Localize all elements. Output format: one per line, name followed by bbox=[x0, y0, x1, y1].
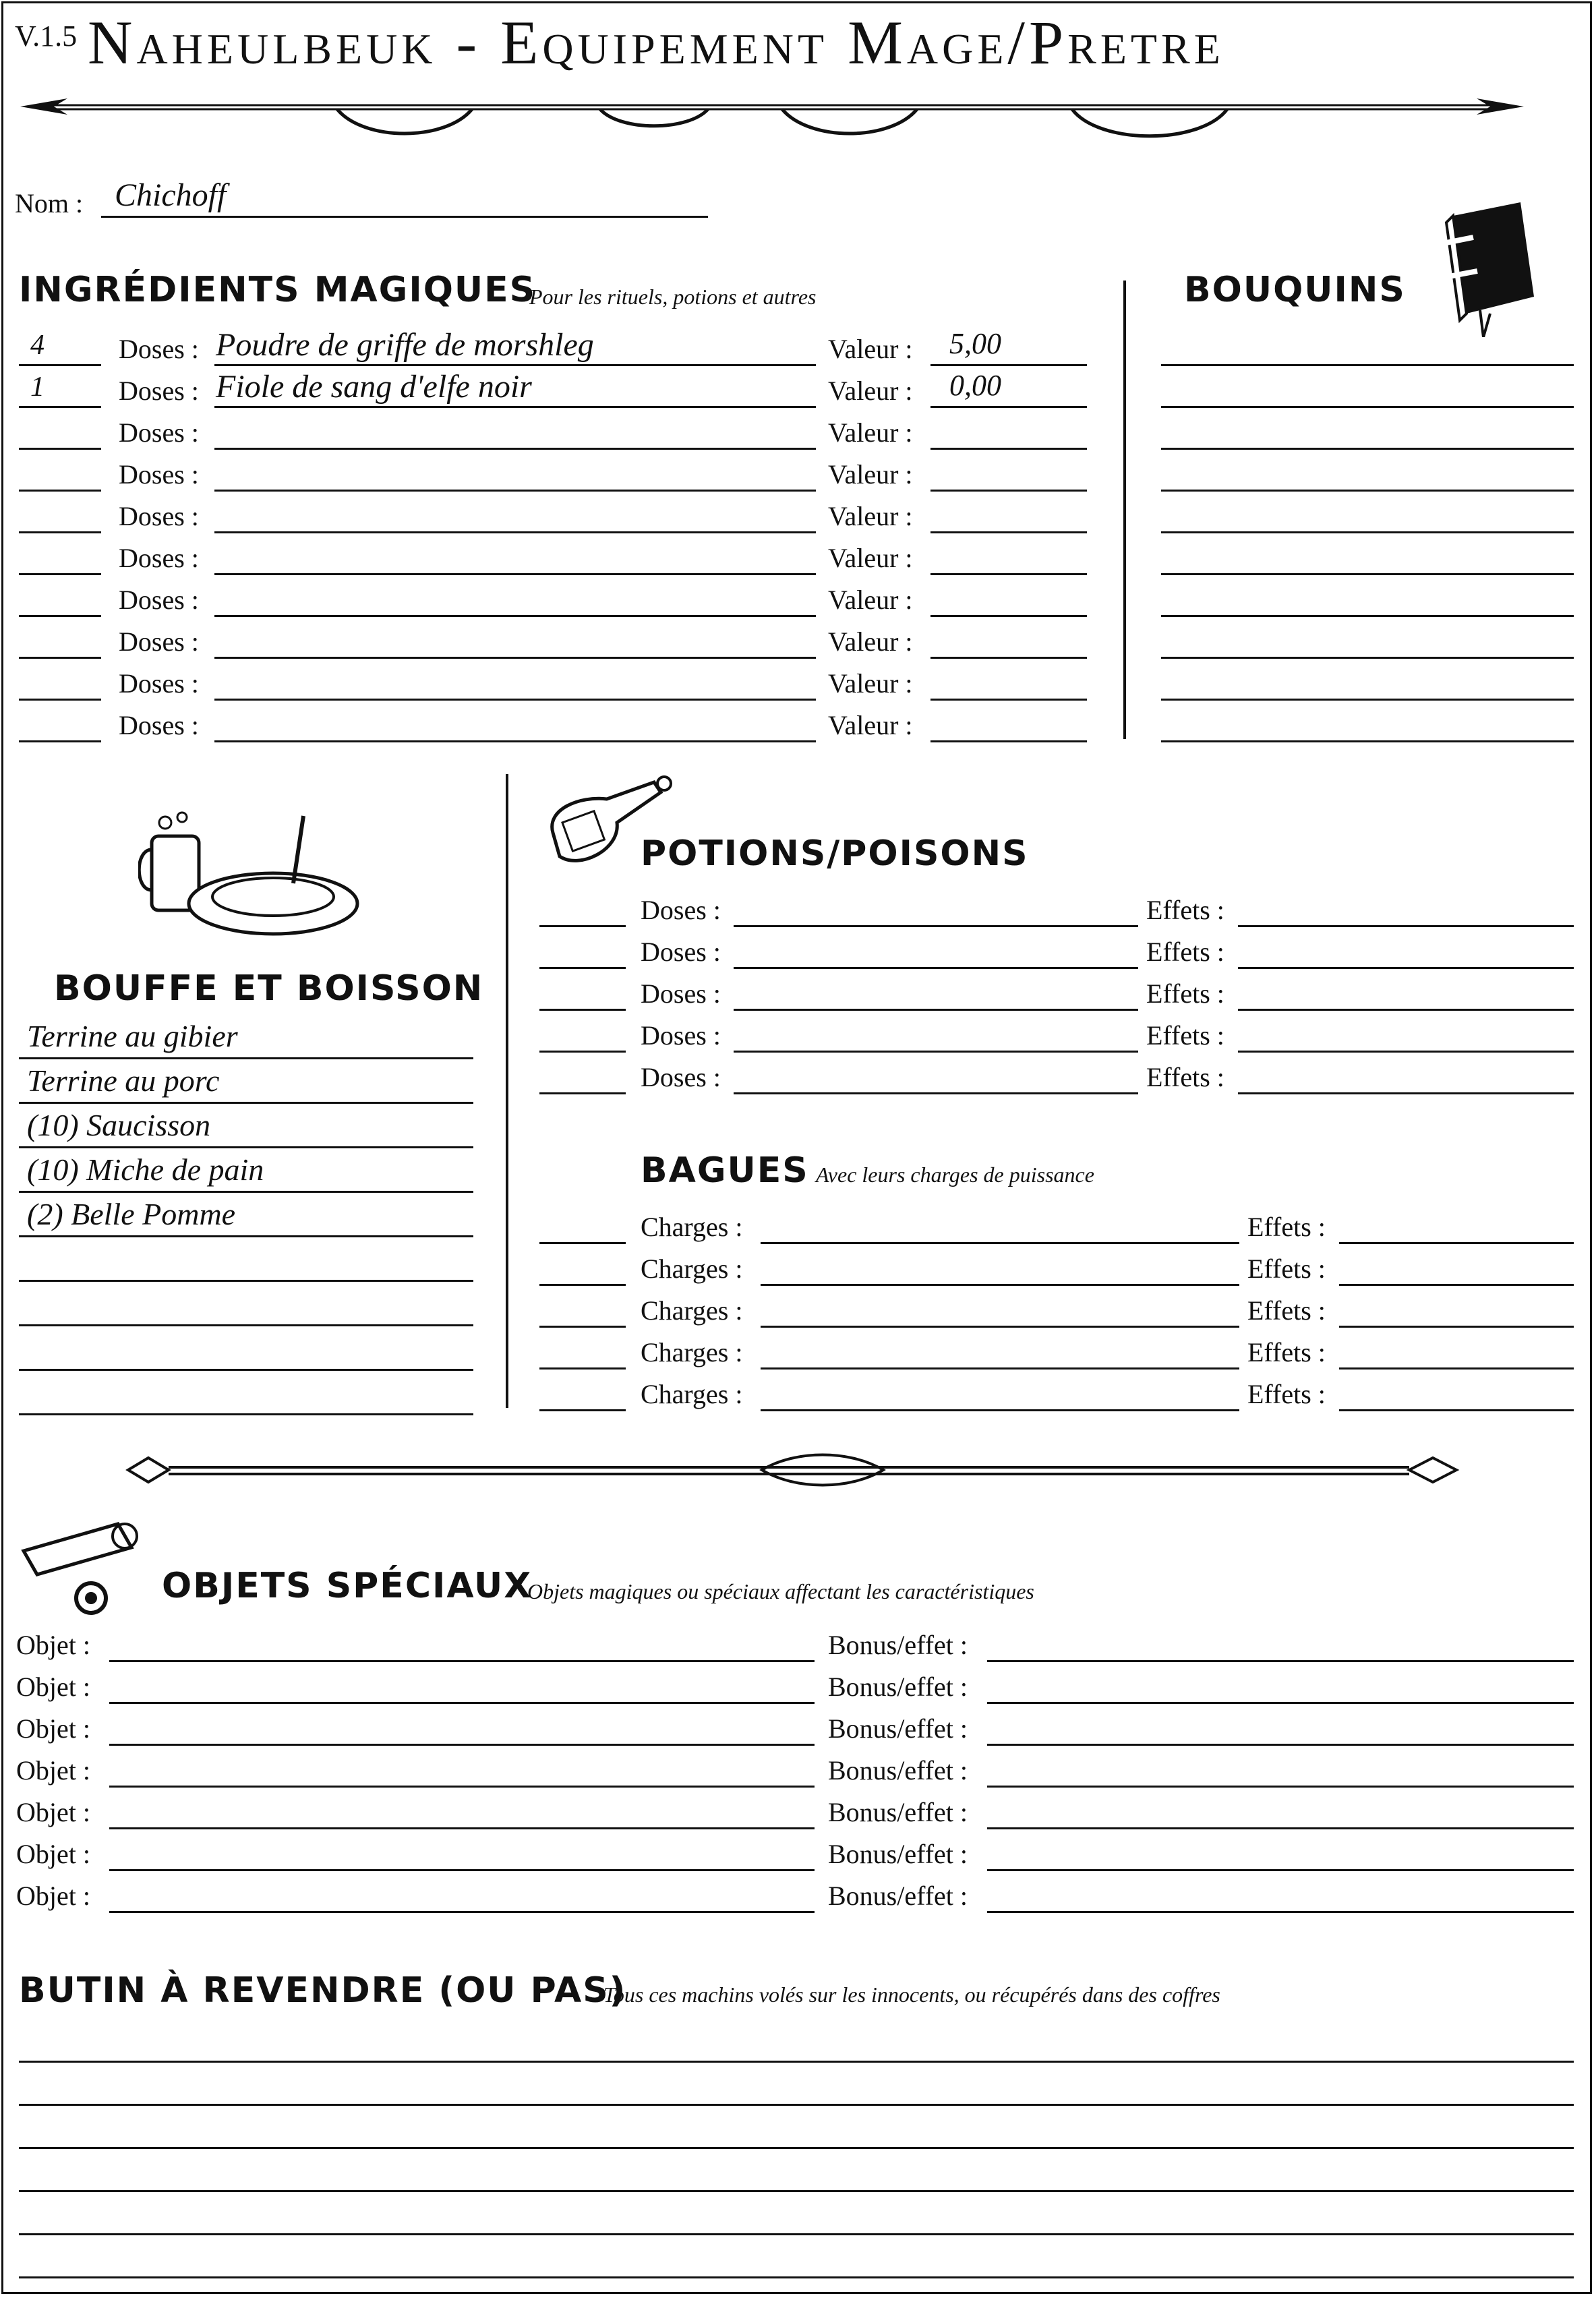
ingredient-value-field[interactable] bbox=[930, 490, 1087, 492]
ingredient-value-field[interactable] bbox=[930, 657, 1087, 659]
version-label: V.1.5 bbox=[15, 20, 78, 53]
scroll-and-ring-icon bbox=[17, 1510, 158, 1618]
bonus-field[interactable] bbox=[987, 1702, 1574, 1704]
bonus-label: Bonus/effet : bbox=[828, 1755, 968, 1786]
effects-label: Effets : bbox=[1247, 1295, 1326, 1326]
food-entry: (10) Saucisson bbox=[27, 1108, 211, 1142]
ingredient-value-field[interactable] bbox=[930, 573, 1087, 575]
value-label: Valeur : bbox=[828, 585, 913, 615]
ingredient-name-field[interactable] bbox=[214, 364, 816, 366]
ingredient-name-field[interactable] bbox=[214, 657, 816, 659]
ring-charges-field[interactable] bbox=[761, 1367, 1239, 1369]
ingredient-value: 0,00 bbox=[949, 369, 1001, 402]
ingredient-value-field[interactable] bbox=[930, 531, 1087, 533]
spellbook-icon bbox=[1433, 196, 1541, 337]
food-entry: (2) Belle Pomme bbox=[27, 1197, 236, 1231]
loot-line[interactable] bbox=[19, 2190, 1574, 2192]
loot-line[interactable] bbox=[19, 2061, 1574, 2063]
effects-label: Effets : bbox=[1247, 1254, 1326, 1284]
ring-charges-field[interactable] bbox=[761, 1242, 1239, 1244]
ingredient-name-field[interactable] bbox=[214, 573, 816, 575]
potion-effect-field[interactable] bbox=[1238, 925, 1574, 927]
ingredient-value-field[interactable] bbox=[930, 615, 1087, 617]
ingredient-name-field[interactable] bbox=[214, 531, 816, 533]
food-line[interactable] bbox=[19, 1102, 473, 1104]
charges-label: Charges : bbox=[641, 1295, 743, 1326]
dose-qty-field[interactable] bbox=[19, 490, 101, 492]
value-label: Valeur : bbox=[828, 459, 913, 490]
object-field[interactable] bbox=[109, 1702, 815, 1704]
bouquins-title: BOUQUINS bbox=[1184, 270, 1406, 310]
ingredient-value: 5,00 bbox=[949, 327, 1001, 360]
effects-label: Effets : bbox=[1146, 978, 1224, 1009]
food-entry: (10) Miche de pain bbox=[27, 1152, 264, 1187]
effects-label: Effets : bbox=[1146, 1062, 1224, 1092]
object-field[interactable] bbox=[109, 1744, 815, 1746]
potion-name-field[interactable] bbox=[734, 925, 1138, 927]
bonus-label: Bonus/effet : bbox=[828, 1797, 968, 1827]
ring-effect-field[interactable] bbox=[1339, 1409, 1574, 1411]
dose-qty-field[interactable] bbox=[19, 699, 101, 701]
name-value[interactable]: Chichoff bbox=[115, 177, 227, 213]
effects-label: Effets : bbox=[1247, 1379, 1326, 1409]
ring-qty-field[interactable] bbox=[539, 1326, 626, 1328]
spear-divider-icon bbox=[13, 81, 1531, 148]
dose-qty-field[interactable] bbox=[19, 448, 101, 450]
food-entry: Terrine au gibier bbox=[27, 1019, 238, 1053]
column-separator-lower bbox=[506, 774, 508, 1408]
book-line[interactable] bbox=[1161, 490, 1574, 492]
book-line[interactable] bbox=[1161, 699, 1574, 701]
charges-label: Charges : bbox=[641, 1337, 743, 1367]
value-label: Valeur : bbox=[828, 376, 913, 406]
food-line[interactable] bbox=[19, 1235, 473, 1237]
doses-label: Doses : bbox=[119, 501, 199, 531]
ring-effect-field[interactable] bbox=[1339, 1326, 1574, 1328]
bonus-field[interactable] bbox=[987, 1660, 1574, 1662]
object-field[interactable] bbox=[109, 1869, 815, 1871]
staff-divider-icon bbox=[121, 1443, 1463, 1497]
value-label: Valeur : bbox=[828, 417, 913, 448]
potion-name-field[interactable] bbox=[734, 1051, 1138, 1053]
loot-line[interactable] bbox=[19, 2147, 1574, 2149]
potion-name-field[interactable] bbox=[734, 1009, 1138, 1011]
value-label: Valeur : bbox=[828, 668, 913, 699]
object-field[interactable] bbox=[109, 1786, 815, 1788]
object-field[interactable] bbox=[109, 1911, 815, 1913]
ingredient-value-field[interactable] bbox=[930, 448, 1087, 450]
ring-qty-field[interactable] bbox=[539, 1409, 626, 1411]
value-label: Valeur : bbox=[828, 710, 913, 740]
object-label: Objet : bbox=[16, 1713, 90, 1744]
food-line[interactable] bbox=[19, 1146, 473, 1148]
ring-effect-field[interactable] bbox=[1339, 1367, 1574, 1369]
bonus-field[interactable] bbox=[987, 1744, 1574, 1746]
book-line[interactable] bbox=[1161, 615, 1574, 617]
bonus-field[interactable] bbox=[987, 1869, 1574, 1871]
doses-label: Doses : bbox=[119, 668, 199, 699]
charges-label: Charges : bbox=[641, 1254, 743, 1284]
bonus-field[interactable] bbox=[987, 1827, 1574, 1829]
ingredient-value-field[interactable] bbox=[930, 364, 1087, 366]
ingredient-name: Poudre de griffe de morshleg bbox=[216, 327, 594, 363]
ingredient-name-field[interactable] bbox=[214, 490, 816, 492]
food-line[interactable] bbox=[19, 1191, 473, 1193]
bonus-label: Bonus/effet : bbox=[828, 1839, 968, 1869]
dose-qty-field[interactable] bbox=[19, 615, 101, 617]
ingredient-value-field[interactable] bbox=[930, 406, 1087, 408]
ring-qty-field[interactable] bbox=[539, 1367, 626, 1369]
potion-effect-field[interactable] bbox=[1238, 1009, 1574, 1011]
object-label: Objet : bbox=[16, 1797, 90, 1827]
name-label: Nom : bbox=[15, 188, 84, 218]
potion-effect-field[interactable] bbox=[1238, 967, 1574, 969]
potion-dose-field[interactable] bbox=[539, 925, 626, 927]
potion-dose-field[interactable] bbox=[539, 1051, 626, 1053]
charges-label: Charges : bbox=[641, 1212, 743, 1242]
food-line[interactable] bbox=[19, 1057, 473, 1059]
loot-line[interactable] bbox=[19, 2233, 1574, 2235]
ring-effect-field[interactable] bbox=[1339, 1242, 1574, 1244]
doses-label: Doses : bbox=[119, 585, 199, 615]
doses-label: Doses : bbox=[641, 937, 721, 967]
ingredient-name-field[interactable] bbox=[214, 740, 816, 742]
object-field[interactable] bbox=[109, 1827, 815, 1829]
potion-effect-field[interactable] bbox=[1238, 1051, 1574, 1053]
dose-qty-field[interactable] bbox=[19, 364, 101, 366]
effects-label: Effets : bbox=[1247, 1212, 1326, 1242]
ring-effect-field[interactable] bbox=[1339, 1284, 1574, 1286]
loot-subtitle: Tous ces machins volés sur les innocents, ou récupérés dans des coffres bbox=[603, 1982, 1220, 2007]
name-underline bbox=[101, 216, 708, 218]
effects-label: Effets : bbox=[1146, 895, 1224, 925]
ingredient-name: Fiole de sang d'elfe noir bbox=[216, 369, 532, 405]
potion-name-field[interactable] bbox=[734, 1092, 1138, 1094]
food-title: BOUFFE ET BOISSON bbox=[54, 968, 484, 1009]
ring-charges-field[interactable] bbox=[761, 1284, 1239, 1286]
loot-line[interactable] bbox=[19, 2104, 1574, 2106]
food-line[interactable] bbox=[19, 1413, 473, 1415]
book-line[interactable] bbox=[1161, 657, 1574, 659]
ingredient-qty: 4 bbox=[30, 330, 45, 361]
food-line[interactable] bbox=[19, 1280, 473, 1282]
ingredients-title: INGRÉDIENTS MAGIQUES bbox=[19, 270, 537, 310]
ingredients-subtitle: Pour les rituels, potions et autres bbox=[529, 285, 817, 309]
object-label: Objet : bbox=[16, 1755, 90, 1786]
ingredient-value-field[interactable] bbox=[930, 740, 1087, 742]
book-line[interactable] bbox=[1161, 740, 1574, 742]
doses-label: Doses : bbox=[119, 417, 199, 448]
special-subtitle: Objets magiques ou spéciaux affectant les caractéristiques bbox=[527, 1579, 1034, 1603]
ingredient-name-field[interactable] bbox=[214, 699, 816, 701]
potion-name-field[interactable] bbox=[734, 967, 1138, 969]
value-label: Valeur : bbox=[828, 501, 913, 531]
book-line[interactable] bbox=[1161, 406, 1574, 408]
value-label: Valeur : bbox=[828, 334, 913, 364]
book-line[interactable] bbox=[1161, 448, 1574, 450]
charges-label: Charges : bbox=[641, 1379, 743, 1409]
doses-label: Doses : bbox=[641, 1020, 721, 1051]
ingredient-qty: 1 bbox=[30, 372, 45, 403]
rings-subtitle: Avec leurs charges de puissance bbox=[816, 1162, 1094, 1187]
ingredient-name-field[interactable] bbox=[214, 406, 816, 408]
doses-label: Doses : bbox=[119, 710, 199, 740]
doses-label: Doses : bbox=[119, 626, 199, 657]
dose-qty-field[interactable] bbox=[19, 573, 101, 575]
loot-line[interactable] bbox=[19, 2276, 1574, 2278]
doses-label: Doses : bbox=[641, 895, 721, 925]
ingredient-name-field[interactable] bbox=[214, 615, 816, 617]
ring-qty-field[interactable] bbox=[539, 1242, 626, 1244]
bonus-field[interactable] bbox=[987, 1786, 1574, 1788]
object-label: Objet : bbox=[16, 1672, 90, 1702]
potions-title: POTIONS/POISONS bbox=[641, 833, 1029, 874]
tankard-and-plate-icon bbox=[138, 802, 367, 937]
column-separator bbox=[1123, 281, 1126, 739]
potion-dose-field[interactable] bbox=[539, 1009, 626, 1011]
food-entry: Terrine au porc bbox=[27, 1063, 220, 1098]
bonus-field[interactable] bbox=[987, 1911, 1574, 1913]
doses-label: Doses : bbox=[641, 978, 721, 1009]
value-label: Valeur : bbox=[828, 626, 913, 657]
special-title: OBJETS SPÉCIAUX bbox=[162, 1566, 533, 1606]
potion-dose-field[interactable] bbox=[539, 1092, 626, 1094]
object-label: Objet : bbox=[16, 1881, 90, 1911]
effects-label: Effets : bbox=[1146, 937, 1224, 967]
loot-title: BUTIN À REVENDRE (OU PAS) bbox=[19, 1970, 627, 2011]
food-line[interactable] bbox=[19, 1324, 473, 1326]
ring-charges-field[interactable] bbox=[761, 1409, 1239, 1411]
ring-qty-field[interactable] bbox=[539, 1284, 626, 1286]
bonus-label: Bonus/effet : bbox=[828, 1630, 968, 1660]
book-line[interactable] bbox=[1161, 531, 1574, 533]
ingredient-value-field[interactable] bbox=[930, 699, 1087, 701]
ingredient-name-field[interactable] bbox=[214, 448, 816, 450]
doses-label: Doses : bbox=[119, 543, 199, 573]
potion-effect-field[interactable] bbox=[1238, 1092, 1574, 1094]
rings-title: BAGUES bbox=[641, 1150, 809, 1191]
object-label: Objet : bbox=[16, 1839, 90, 1869]
dose-qty-field[interactable] bbox=[19, 531, 101, 533]
doses-label: Doses : bbox=[641, 1062, 721, 1092]
doses-label: Doses : bbox=[119, 334, 199, 364]
dose-qty-field[interactable] bbox=[19, 657, 101, 659]
book-line[interactable] bbox=[1161, 364, 1574, 366]
value-label: Valeur : bbox=[828, 543, 913, 573]
doses-label: Doses : bbox=[119, 459, 199, 490]
object-label: Objet : bbox=[16, 1630, 90, 1660]
dose-qty-field[interactable] bbox=[19, 406, 101, 408]
ring-charges-field[interactable] bbox=[761, 1326, 1239, 1328]
potion-dose-field[interactable] bbox=[539, 967, 626, 969]
effects-label: Effets : bbox=[1146, 1020, 1224, 1051]
bonus-label: Bonus/effet : bbox=[828, 1672, 968, 1702]
object-field[interactable] bbox=[109, 1660, 815, 1662]
book-line[interactable] bbox=[1161, 573, 1574, 575]
dose-qty-field[interactable] bbox=[19, 740, 101, 742]
page-title: Naheulbeuk - Equipement Mage/Pretre bbox=[88, 8, 1224, 77]
doses-label: Doses : bbox=[119, 376, 199, 406]
food-line[interactable] bbox=[19, 1369, 473, 1371]
bonus-label: Bonus/effet : bbox=[828, 1881, 968, 1911]
effects-label: Effets : bbox=[1247, 1337, 1326, 1367]
bonus-label: Bonus/effet : bbox=[828, 1713, 968, 1744]
